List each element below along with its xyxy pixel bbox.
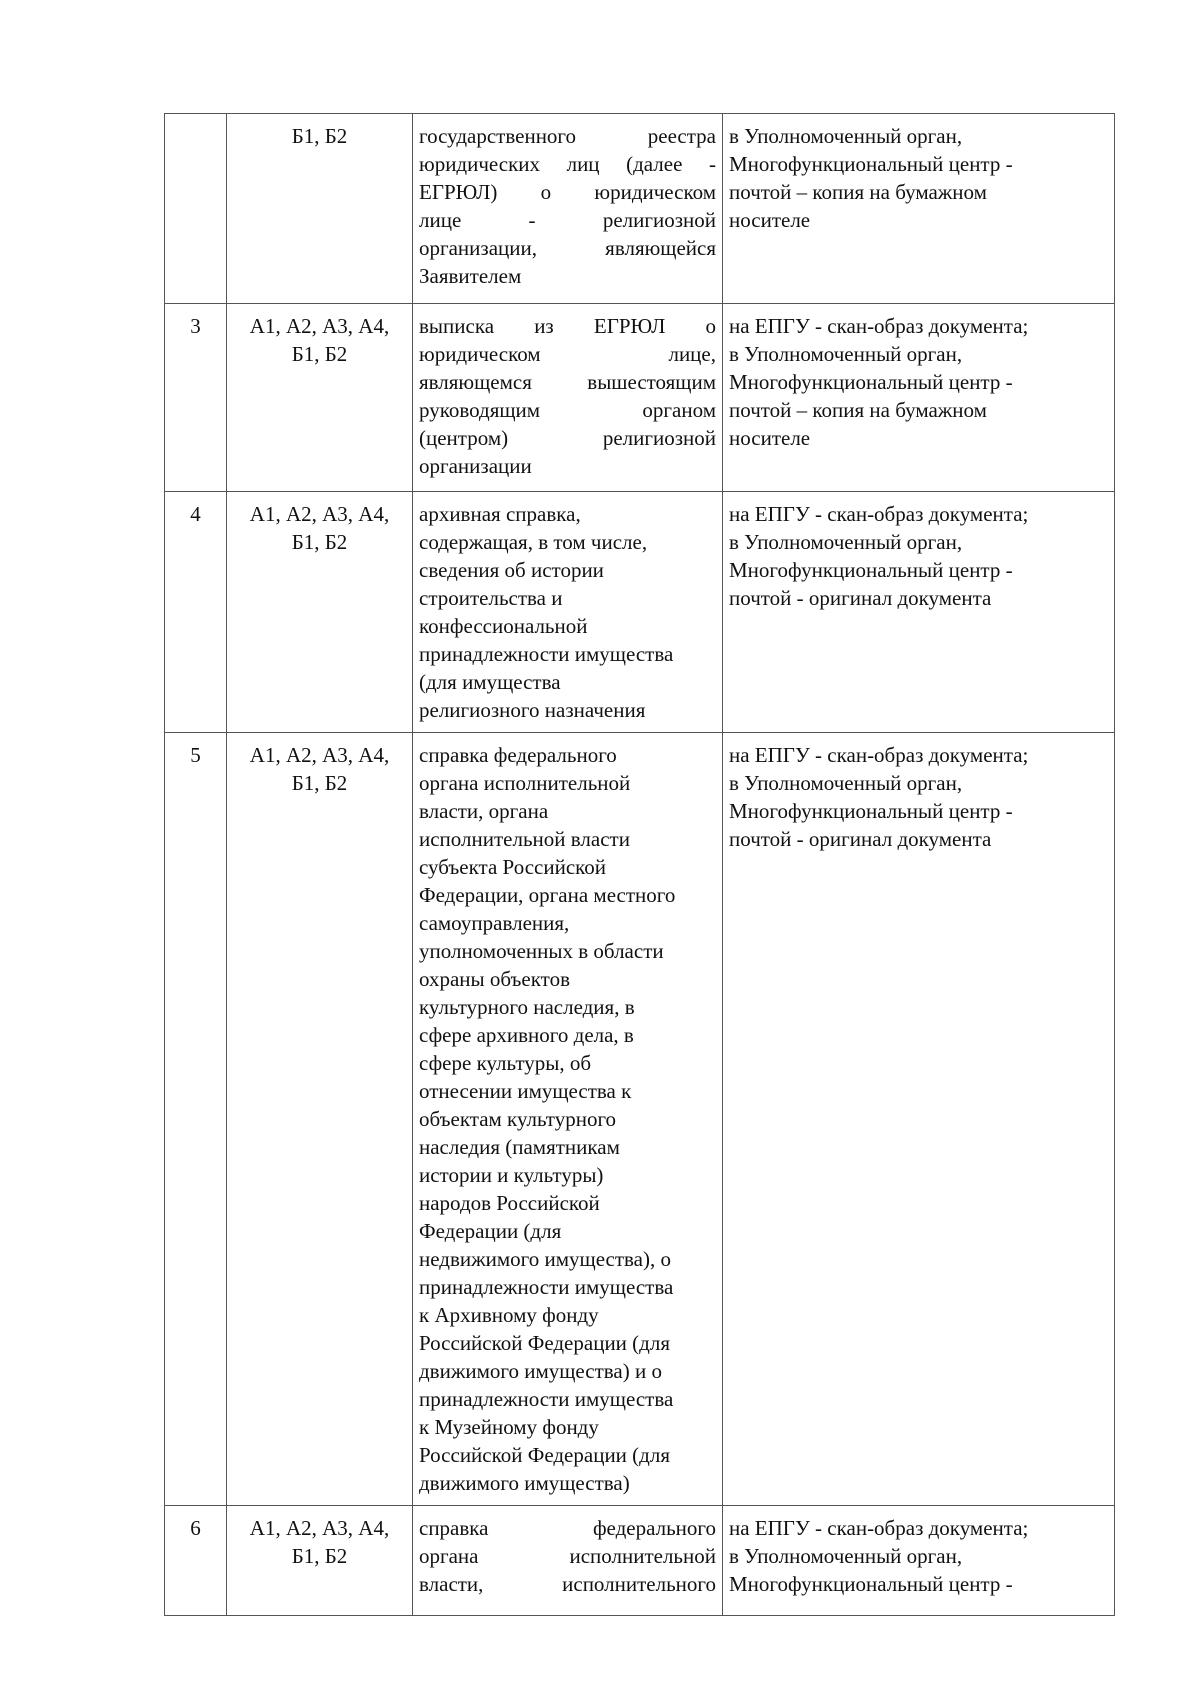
- document-line: самоуправления,: [419, 911, 570, 935]
- table-row: [165, 1506, 1115, 1616]
- document-line: являющемся вышестоящим: [419, 370, 716, 394]
- method-line: почтой - оригинал документа: [729, 586, 992, 610]
- document-line: сфере архивного дела, в: [419, 1023, 634, 1047]
- document-name-cell: [413, 733, 723, 1506]
- document-line: архивная справка,: [419, 502, 581, 526]
- applicant-category-line: Б1, Б2: [291, 1544, 348, 1568]
- document-name-cell: [413, 304, 723, 492]
- method-line: в Уполномоченный орган,: [729, 771, 963, 795]
- document-line: (центром) религиозной: [419, 426, 716, 450]
- document-line: государственного реестра: [419, 124, 716, 148]
- method-line: Многофункциональный центр -: [729, 370, 1013, 394]
- method-line: в Уполномоченный орган,: [729, 124, 963, 148]
- applicant-category-line: Б1, Б2: [291, 530, 348, 554]
- document-line: организации: [419, 454, 532, 478]
- method-line: Многофункциональный центр -: [729, 558, 1013, 582]
- document-line: принадлежности имущества: [419, 1387, 674, 1411]
- document-line: конфессиональной: [419, 614, 588, 638]
- method-line: носителе: [729, 208, 811, 232]
- document-line: охраны объектов: [419, 967, 570, 991]
- document-name-cell: [413, 492, 723, 733]
- method-line: почтой – копия на бумажном: [729, 398, 987, 422]
- document-line: к Архивному фонду: [419, 1303, 599, 1327]
- submission-method-cell: [723, 733, 1115, 1506]
- document-line: сфере культуры, об: [419, 1051, 592, 1075]
- method-line: на ЕПГУ - скан-образ документа;: [729, 1516, 1029, 1540]
- method-line: носителе: [729, 426, 811, 450]
- applicant-category-line: А1, А2, А3, А4,: [249, 502, 390, 526]
- table-row: [165, 492, 1115, 733]
- document-line: строительства и: [419, 586, 563, 610]
- method-line: в Уполномоченный орган,: [729, 342, 963, 366]
- row-number-cell: [165, 1506, 227, 1616]
- document-line: власти, исполнительного: [419, 1572, 716, 1596]
- row-number: 5: [190, 743, 201, 767]
- document-line: отнесении имущества к: [419, 1079, 632, 1103]
- applicant-category-line: А1, А2, А3, А4,: [249, 743, 390, 767]
- document-name-cell: [413, 1506, 723, 1616]
- document-line: сведения об истории: [419, 558, 604, 582]
- document-line: принадлежности имущества: [419, 1275, 674, 1299]
- row-number: 3: [190, 314, 201, 338]
- document-line: руководящим органом: [419, 398, 716, 422]
- document-line: власти, органа: [419, 799, 549, 823]
- method-line: Многофункциональный центр -: [729, 152, 1013, 176]
- document-line: движимого имущества) и о: [419, 1359, 662, 1383]
- document-line: справка федерального: [419, 1516, 716, 1540]
- document-line: (для имущества: [419, 670, 561, 694]
- method-line: на ЕПГУ - скан-образ документа;: [729, 502, 1029, 526]
- document-line: Российской Федерации (для: [419, 1331, 670, 1355]
- method-line: в Уполномоченный орган,: [729, 1544, 963, 1568]
- document-line: народов Российской: [419, 1191, 600, 1215]
- document-line: юридическом лице,: [419, 342, 716, 366]
- applicant-category-cell: [227, 304, 413, 492]
- document-line: движимого имущества): [419, 1471, 630, 1495]
- row-number-cell: [165, 492, 227, 733]
- applicant-category-cell: [227, 733, 413, 1506]
- document-line: принадлежности имущества: [419, 642, 674, 666]
- document-line: к Музейному фонду: [419, 1415, 599, 1439]
- applicant-category-line: Б1, Б2: [291, 124, 348, 148]
- document-line: ЕГРЮЛ) о юридическом: [419, 180, 716, 204]
- document-line: организации, являющейся: [419, 236, 716, 260]
- document-line: Российской Федерации (для: [419, 1443, 670, 1467]
- applicant-category-line: А1, А2, А3, А4,: [249, 1516, 390, 1540]
- document-line: Федерации, органа местного: [419, 883, 676, 907]
- document-line: наследия (памятникам: [419, 1135, 620, 1159]
- submission-method-cell: [723, 114, 1115, 304]
- row-number-cell: [165, 304, 227, 492]
- document-line: субъекта Российской: [419, 855, 607, 879]
- document-line: недвижимого имущества), о: [419, 1247, 671, 1271]
- document-line: содержащая, в том числе,: [419, 530, 648, 554]
- row-number: 6: [190, 1516, 201, 1540]
- document-line: культурного наследия, в: [419, 995, 635, 1019]
- document-line: органа исполнительной: [419, 771, 631, 795]
- document-line: исполнительной власти: [419, 827, 630, 851]
- document-line: Федерации (для: [419, 1219, 562, 1243]
- table-row: [165, 304, 1115, 492]
- document-line: религиозного назначения: [419, 698, 646, 722]
- submission-method-cell: [723, 1506, 1115, 1616]
- document-name-cell: [413, 114, 723, 304]
- method-line: на ЕПГУ - скан-образ документа;: [729, 743, 1029, 767]
- submission-method-cell: [723, 492, 1115, 733]
- table-row: [165, 733, 1115, 1506]
- document-line: выписка из ЕГРЮЛ о: [419, 314, 716, 338]
- applicant-category-cell: [227, 114, 413, 304]
- method-line: почтой - оригинал документа: [729, 827, 992, 851]
- applicant-category-line: А1, А2, А3, А4,: [249, 314, 390, 338]
- document-line: истории и культуры): [419, 1163, 604, 1187]
- method-line: в Уполномоченный орган,: [729, 530, 963, 554]
- document-line: юридических лиц (далее -: [419, 152, 716, 176]
- method-line: Многофункциональный центр -: [729, 799, 1013, 823]
- submission-method-cell: [723, 304, 1115, 492]
- table-row: [165, 114, 1115, 304]
- document-line: уполномоченных в области: [419, 939, 664, 963]
- applicant-category-line: Б1, Б2: [291, 342, 348, 366]
- document-line: справка федерального: [419, 743, 617, 767]
- document-line: органа исполнительной: [419, 1544, 716, 1568]
- row-number-cell: [165, 733, 227, 1506]
- row-number: 4: [190, 502, 201, 526]
- applicant-category-cell: [227, 1506, 413, 1616]
- document-line: объектам культурного: [419, 1107, 617, 1131]
- document-line: Заявителем: [419, 264, 522, 288]
- method-line: на ЕПГУ - скан-образ документа;: [729, 314, 1029, 338]
- applicant-category-cell: [227, 492, 413, 733]
- applicant-category-line: Б1, Б2: [291, 771, 348, 795]
- document-line: лице - религиозной: [419, 208, 716, 232]
- row-number-cell: [165, 114, 227, 304]
- method-line: почтой – копия на бумажном: [729, 180, 987, 204]
- documents-table: [164, 113, 1115, 1616]
- method-line: Многофункциональный центр -: [729, 1572, 1013, 1596]
